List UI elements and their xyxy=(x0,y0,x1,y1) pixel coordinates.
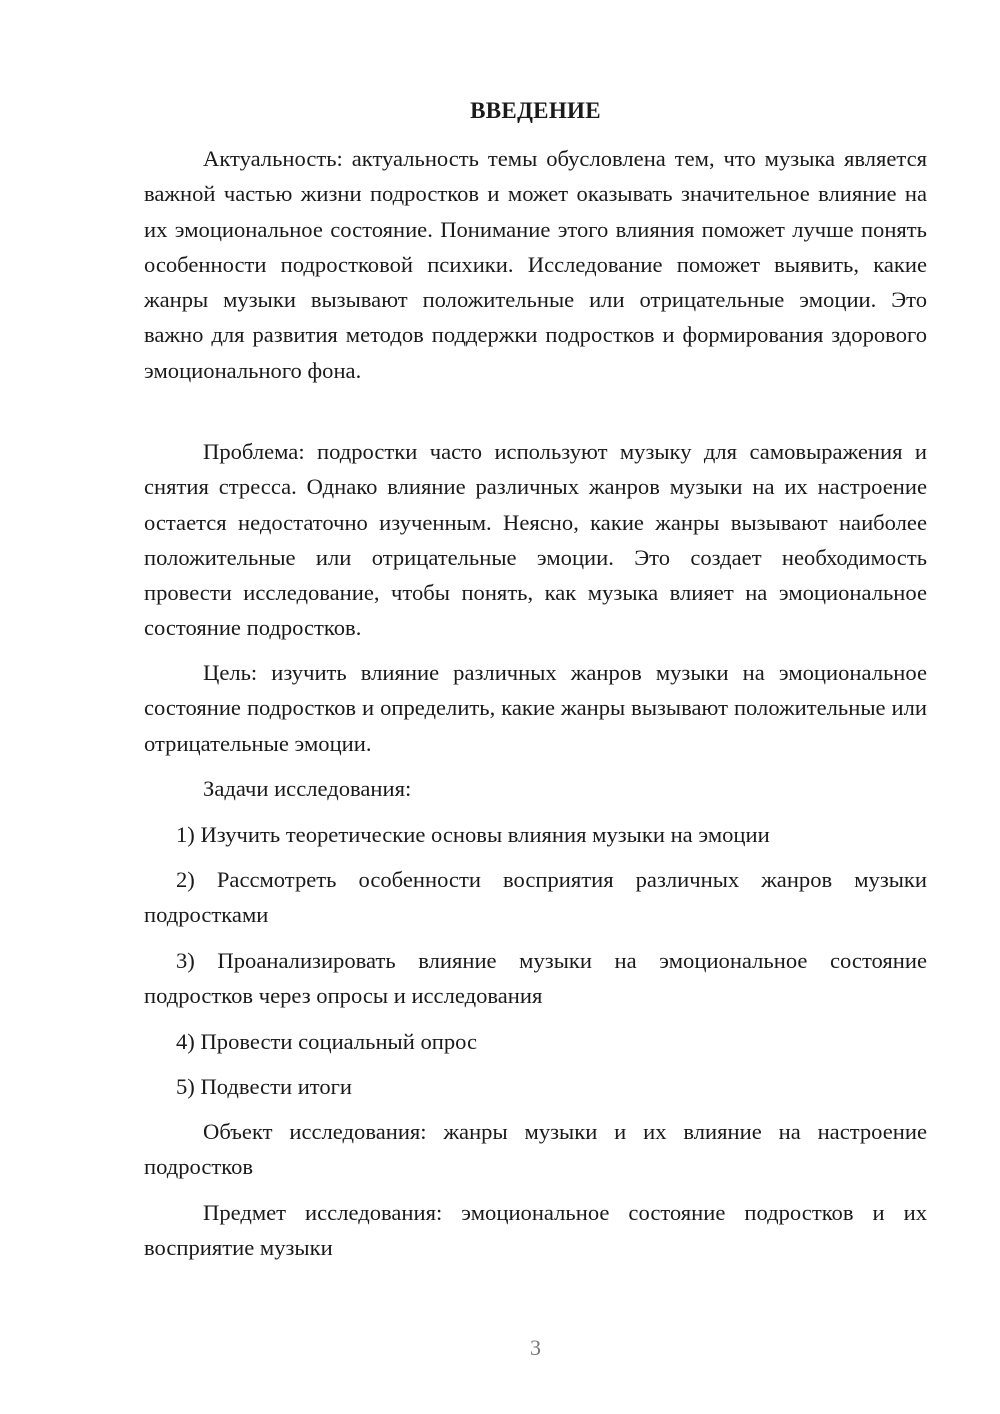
task-item-3: 3) Проанализировать влияние музыки на эмоциональное состояние подростков через опросы и исследования xyxy=(144,948,927,1009)
paragraph-goal: Цель: изучить влияние различных жанров музыки на эмоциональное состояние подростков и определить, какие жанры вызывают положительные или отрицательные эмоции. xyxy=(144,660,927,756)
page-heading: ВВЕДЕНИЕ xyxy=(470,98,601,123)
tasks-heading: Задачи исследования: xyxy=(203,776,412,801)
task-item-5: 5) Подвести итоги xyxy=(176,1074,353,1099)
task-item-1: 1) Изучить теоретические основы влияния музыки на эмоции xyxy=(176,822,770,847)
paragraph-relevance: Актуальность: актуальность темы обусловлена тем, что музыка является важной частью жизни подростков и может оказывать значительное влияние на их эмоциональное состояние. Понимание этого влияния поможет лучше понять особенности подростковой психики. Исследование поможет выявить, какие жанры музыки вызывают положительные или отрицательные эмоции. Это важно для развития методов поддержки подростков и формирования здорового эмоционального фона. xyxy=(144,146,927,383)
task-item-4: 4) Провести социальный опрос xyxy=(176,1029,478,1054)
paragraph-subject: Предмет исследования: эмоциональное состояние подростков и их восприятие музыки xyxy=(144,1200,927,1261)
paragraph-object: Объект исследования: жанры музыки и их влияние на настроение подростков xyxy=(144,1119,927,1180)
paragraph-problem: Проблема: подростки часто используют музыку для самовыражения и снятия стресса. Однако влияние различных жанров музыки на их настроение остается недостаточно изученным. Неясно, какие жанры вызывают наиболее положительные или отрицательные эмоции. Это создает необходимость провести исследование, чтобы понять, как музыка влияет на эмоциональное состояние подростков. xyxy=(144,439,927,641)
page-number: 3 xyxy=(530,1335,541,1360)
task-item-2: 2) Рассмотреть особенности восприятия различных жанров музыки подростками xyxy=(144,867,927,928)
